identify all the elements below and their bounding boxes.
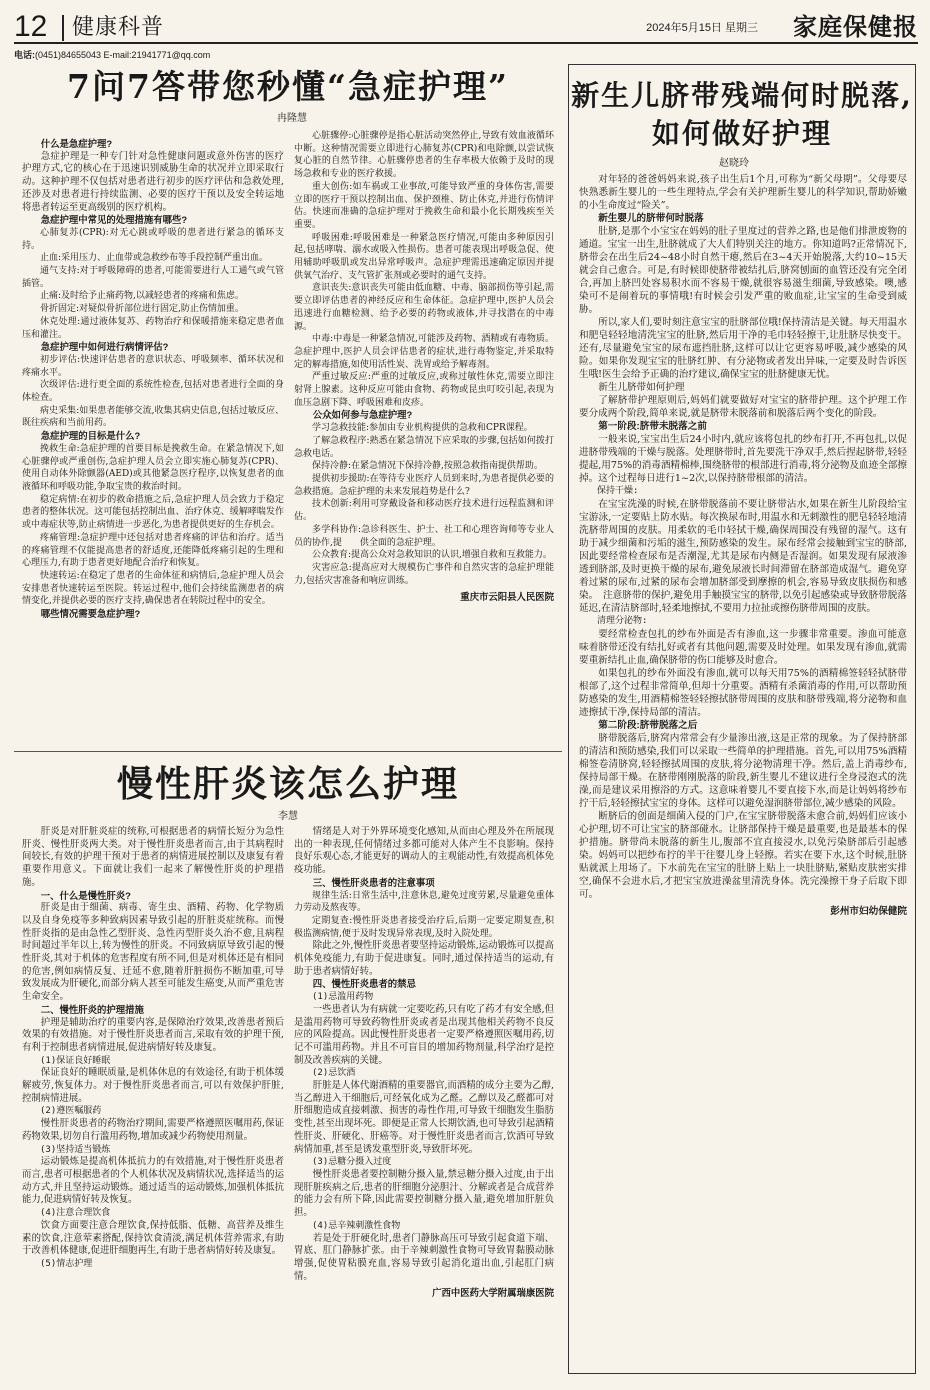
header-divider <box>62 15 64 41</box>
lead-in-paragraph <box>22 1055 284 1068</box>
lead-in-paragraph <box>294 460 554 473</box>
paragraph-text: :如车祸或工业事故,可能导致严重的身体伤害,需要立即的医疗干预以控制出血、保护颈椎、防止休克,并进行伤情评估。快速而准确的急症护理对于挽救生命和最小化长期残疾至关重要。 <box>294 181 554 230</box>
lead-in-label: (3)坚持适当锻炼 <box>40 1144 111 1155</box>
paragraph: 如果包扎的纱布外面没有渗血,就可以每天用75%的酒精棉签轻轻拭脐带根部了,这个过程非常简单,但却十分重要。酒精有杀菌消毒的作用,可以帮助预防感染的发生,用酒精棉签轻轻擦拭脐带周围的皮肤和脐带残端,将分泌物和血迹擦拭干净,保持局部的清洁。 <box>579 668 907 718</box>
lead-in-paragraph <box>22 1258 284 1271</box>
paragraph-text: :日常生活中,注意休息,避免过度劳累,尽量避免重体力劳动及熬夜等。 <box>294 890 554 914</box>
paragraph-text: :进行更全面的系统性检查,包括对患者进行全面的身体检查。 <box>22 380 284 404</box>
lead-in-label: 骨折固定 <box>40 304 77 315</box>
lead-in-paragraph <box>294 549 554 562</box>
paragraph: 脐带脱落后,脐窝内常常会有少量渗出液,这是正常的现象。为了保持脐部的清洁和预防感染,我们可以采取一些简单的护理措施。首先,可以用75%酒精棉签卷清脐窝,轻轻擦拭周围的皮肤,将分泌物清理干净。然后,盖上消毒纱布,保持局部干燥。在脐带刚刚脱落的阶段,新生婴儿不建议进行全身浸泡式的洗澡,而是建议采用擦浴的方式。这意味着婴儿不要直接下水,而是让妈妈将纱布拧干后,轻轻擦拭宝宝的身体。这样可以避免湿润脐带部位,减少感染的风险。 <box>579 733 907 809</box>
article-column <box>22 138 284 748</box>
lead-in-label: 次级评估 <box>40 380 77 391</box>
paragraph-text: (CPR):对无心跳或呼吸的患者进行紧急的循环支持。 <box>22 227 284 251</box>
lead-in-label: 清理分泌物: <box>597 616 648 626</box>
paragraph-text: :在稳定了患者的生命体征和病情后,急症护理人员会安排患者快速转运至医院。转运过程中,他们会持续监测患者的病情变化,并提供必要的医疗支持,确保患者在转院过程中的安全。 <box>22 570 284 607</box>
lead-in-label: (2)忌饮酒 <box>312 1068 356 1079</box>
paragraph: 新生儿脐带如何护理 <box>598 382 685 393</box>
paragraph-text: :在紧急情况下保持冷静,按照急救指南提供帮助。 <box>348 461 543 472</box>
paragraph-text: :心脏骤停是指心脏活动突然停止,导致有效血液循环中断。这种情况需要立即进行心肺复苏(CPR)和电除颤,以尝试恢复心脏的自然节律。心脏骤停患者的生存率极大依赖于及时的现场急救和专业的医疗救援。 <box>294 131 554 180</box>
paragraph-text: :对于呼吸障碍的患者,可能需要进行人工通气或气管插管。 <box>22 266 284 289</box>
subheading: 三、慢性肝炎患者的注意事项 <box>312 876 435 888</box>
paragraph: 对年轻的爸爸妈妈来说,孩子出生后1个月,可称为“新父母期”。父母要尽快熟悉新生婴儿的一些生理特点,学会有关护理新生婴儿的科学知识,帮助娇嫩的小生命度过“险关”。 <box>579 174 907 211</box>
lead-in-label: 快速转运 <box>40 570 77 581</box>
lead-in-paragraph <box>294 915 554 940</box>
article-author: 李慧 <box>278 811 298 822</box>
article-column <box>22 826 284 1372</box>
article-umbilical-care <box>568 64 916 1374</box>
paragraph-text: :参加由专业机构提供的急救和CPR课程。 <box>366 423 533 434</box>
lead-in-label: (1)忌滥用药物 <box>312 992 374 1003</box>
lead-in-paragraph <box>294 498 554 523</box>
lead-in-paragraph <box>294 371 554 409</box>
contact-line <box>14 49 210 61</box>
paragraph-text: :提高应对大规模伤亡事件和自然灾害的急症护理能力,包括灾害准备和响应训练。 <box>294 562 554 586</box>
article-column <box>294 826 554 1372</box>
lead-in-label: 中毒 <box>312 334 331 345</box>
lead-in-paragraph <box>294 435 554 460</box>
lead-in-label: 灾害应急 <box>312 562 349 573</box>
lead-in-paragraph <box>22 354 284 379</box>
lead-in-paragraph <box>294 181 554 232</box>
lead-in-paragraph <box>22 1207 284 1220</box>
paragraph-text: :急症护理的首要目标是挽救生命。在紧急情况下,如心脏骤停或严重创伤,急症护理人员会立即实施心肺复苏(CPR)、使用自动体外除颤器(AED)或其他紧急医疗程序,以恢复患者的血液循环和呼吸功能,争取宝贵的救治时间。 <box>22 443 284 492</box>
paragraph-text: :慢性肝炎患者接受治疗后,后期一定要定期复查,积极监测病情,便于及时发现异常表现,及时入院处理。 <box>294 915 554 939</box>
lead-in-paragraph <box>22 1105 284 1118</box>
lead-in-label: 了解急救程序 <box>312 435 367 446</box>
subheading: 新生婴儿的脐带何时脱落 <box>598 213 704 224</box>
lead-in-label: (2)遵医嘱服药 <box>40 1106 102 1117</box>
subheading: 二、慢性肝炎的护理措施 <box>40 1003 144 1015</box>
article-title: 新生儿脐带残端何时脱落,如何做好护理 <box>571 79 913 150</box>
lead-in-label: 心肺复苏 <box>40 227 79 238</box>
subheading: 第二阶段:脐带脱落之后 <box>598 720 698 731</box>
paragraph-text: :在等待专业医疗人员到来时,为患者提供必要的急救措施。急症护理的未来发展趋势是什么? <box>294 473 554 497</box>
paragraph-text: :意识丧失可能由低血糖、中毒、脑部损伤等引起,需要立即评估患者的神经反应和生命体征。急症护理中,医护人员会迅速进行血糖检测、给予必要的药物或液体,并寻找潜在的中毒源。 <box>294 283 554 332</box>
subheading: 哪些情况需要急症护理? <box>40 608 141 620</box>
paragraph-text: :在初步的救命措施之后,急症护理人员会致力于稳定患者的整体状况。这可能包括控制出血、治疗休克、缓解哮喘发作或中毒症状等,防止病情进一步恶化,为患者提供更好的生存机会。 <box>22 494 284 531</box>
lead-in-paragraph <box>22 494 284 532</box>
lead-in-paragraph <box>294 422 554 435</box>
page-header <box>14 10 918 44</box>
paragraph: 慢性肝炎患者要控制糖分摄入量,禁忌糖分摄入过度,由于出现肝脏疾病之后,患者的肝细胞分泌胆汁、分解或者是合成营养的能力会有所下降,因此需要控制糖分摄入量,避免增加肝脏负担。 <box>294 1168 554 1219</box>
article-column <box>579 173 907 1369</box>
lead-in-paragraph <box>294 232 554 283</box>
lead-in-label: 定期复查 <box>312 915 350 926</box>
lead-in-label: (1)保证良好睡眠 <box>40 1055 111 1066</box>
lead-in-paragraph <box>22 265 284 290</box>
subheading: 急症护理中常见的处理措施有哪些? <box>40 214 188 226</box>
lead-in-paragraph <box>22 316 284 341</box>
lead-in-label: 严重过敏反应 <box>312 372 368 383</box>
lead-in-paragraph <box>294 333 554 371</box>
article-column <box>294 130 554 748</box>
lead-in-label: 止痛 <box>40 291 59 302</box>
lead-in-label: 心脏骤停 <box>312 131 349 141</box>
lead-in-label: (4)注意合理饮食 <box>40 1208 111 1219</box>
lead-in-label: 重大创伤 <box>312 181 350 192</box>
paragraph-text: :对疑似骨折部位进行固定,防止伤情加重。 <box>76 304 244 315</box>
lead-in-label: 公众教育 <box>312 550 349 561</box>
lead-in-paragraph <box>22 1144 284 1157</box>
lead-in-label: (4)忌辛辣刺激性食物 <box>312 1220 401 1231</box>
article-author: 赵晓玲 <box>719 158 749 169</box>
subheading: 急症护理中如何进行病情评估? <box>40 341 169 353</box>
page-number: 12 <box>14 10 48 43</box>
lead-in-label: 挽救生命 <box>40 443 77 454</box>
paragraph: 肝炎是对肝脏炎症的统称,可根据患者的病情长短分为急性肝炎、慢性肝炎两大类。对于慢性肝炎患者而言,由于其病程时间较长,有效的护理干预对于患者的病情进展控制以及康复有着重要作用意义。下面就让我们一起来了解慢性肝炎的护理措施。 <box>22 826 284 888</box>
subheading: 一、什么是慢性肝炎? <box>40 889 131 901</box>
paragraph-text: :熟悉在紧急情况下应采取的步骤,包括如何拨打急救电话。 <box>294 435 554 459</box>
paragraph: 情绪是人对于外界环境变化感知,从而由心理及外在所展现出的一种表现,任何情绪过多都可能对人体产生不良影响。保持良好乐观心态,才能更好的调动人的主观能动性,有效提高机体免疫功能。 <box>294 826 554 876</box>
paragraph: 若是处于肝硬化时,患者门静脉高压可导致引起食道下端、胃底、肛门静脉扩张。由于辛辣刺激性食物可导致胃黏膜动脉增强,促使胃粘膜充血,容易导致引起消化道出血,引起肛门病情。 <box>294 1232 554 1282</box>
lead-in-paragraph <box>22 290 284 303</box>
subheading: 第一阶段:脐带未脱落之前 <box>598 421 707 432</box>
lead-in-paragraph <box>294 562 554 587</box>
paragraph: 肝脏是人体代谢酒精的重要器官,而酒精的成分主要为乙醇,当乙醇进入干细胞后,可经氧化成为乙醛。乙醇以及乙醛都可对肝细胞造成直接刺激、损害的毒性作用,可导致干细胞发生脂肪变性,甚至出现坏死。即便是正常人长期饮酒,也可导致引起酒精性肝炎、肝硬化、肝癌等。对于慢性肝炎患者而言,饮酒可导致病情加重,甚至是诱发重型肝炎,导致肝坏死。 <box>294 1080 554 1155</box>
paragraph-text: :如果患者能够交流,收集其病史信息,包括过敏反应、既往疾病和当前用药。 <box>22 405 284 429</box>
lead-in-paragraph <box>294 890 554 915</box>
lead-in-paragraph <box>22 405 284 430</box>
lead-in-paragraph <box>294 1067 554 1080</box>
subheading: 急症护理的目标是什么? <box>40 430 141 442</box>
paragraph: 除此之外,慢性肝炎患者要坚持运动锻炼,运动锻炼可以提高机体免疫能力,有助于促进康复。同时,通过保持适当的运动,有助于患者病情好转。 <box>294 940 554 977</box>
section-title: 健康科普 <box>72 15 165 40</box>
institution-credit: 广西中医药大学附属瑞康医院 <box>432 1287 554 1299</box>
paragraph: 在宝宝洗澡的时候,在脐带脱落前不要让脐带沾水,如果在新生儿阶段给宝宝游泳,一定要贴上防水贴。每次换尿布时,用温水和无刺激性的肥皂轻轻地清洗脐带周围的皮肤。用柔软的毛巾轻拭干燥,确保周围没有残留的湿气。这有助于减少细菌和污垢的滋生,预防感染的发生。尿布经常会接触到宝宝的脐部,因此要经常检查尿布是否潮湿,尤其是尿布内侧是否湿润。如果发现有尿液渗透到脐部,及时更换干燥的尿布,避免尿液长时间滞留在脐部造成湿气。避免穿着过紧的尿布,过紧的尿布会增加脐部受到摩擦的机会,容易导致皮肤损伤和感染。 注意脐带的保护,避免用手触摸宝宝的脐带,以免引起感染或导致脐带脱落延迟,在清洁脐部时,轻柔地擦拭,不要用力拉扯或擦伤脐带周围的皮肤。 <box>579 499 907 614</box>
subheading: 公众如何参与急症护理? <box>312 409 413 421</box>
lead-in-label: 疼痛管理 <box>40 532 78 543</box>
lead-in-paragraph <box>294 1156 554 1169</box>
lead-in-label: 呼吸困难 <box>312 232 350 243</box>
lead-in-paragraph <box>294 524 554 549</box>
paragraph: 肝炎是由于细菌、病毒、寄生虫、酒精、药物、化学物质以及自身免疫等多种致病因素导致引起的肝脏炎症统称。而慢性肝炎指的是由急性乙型肝炎、急性丙型肝炎久治不愈,且病程时间超过半年以上,转为慢性的肝炎。不同致病原导致引起的慢性肝炎,其对于机体的危害程度有所不同,但是对机体还是有相同的危害,例如病情反复、迁延不愈,随着肝脏损伤不断加重,可导致发展成为肝硬化,而部分病人甚至可能发生癌变,从而严重危害生命安全。 <box>22 902 284 1003</box>
paragraph: 断脐后的创面是细菌入侵的门户,在宝宝脐带脱落未愈合前,妈妈们应该小心护理,切不可让宝宝的脐部碰水。让脐部保持干燥是最重要,也是最基本的保护措施。脐带尚未脱落的新生儿,腹部不宜直接浸水,以免污染脐部后引起感染。妈妈可以把纱布拧的半干往婴儿身上轻擦。若实在要下水,这个时候,肚脐贴就派上用场了。下水前先在宝宝的肚脐上贴上一块肚脐贴,紧贴皮肤密实排空,确保不会进水后,才把宝宝放进澡盆里清洗身体。洗完澡擦干身子后取下即可。 <box>579 811 907 900</box>
lead-in-paragraph <box>294 282 554 333</box>
lead-in-label: 通气支持 <box>40 266 77 277</box>
lead-in-label: 提供初步援助 <box>312 473 367 484</box>
lead-in-paragraph <box>294 991 554 1004</box>
paragraph-text: :快速评估患者的意识状态、呼吸频率、循环状况和疼痛水平。 <box>22 354 284 378</box>
paragraph: 保证良好的睡眠质量,是机体休息的有效途径,有助于机体缓解疲劳,恢复体力。对于慢性肝炎患者而言,可以有效保护肝脏,控制病情进展。 <box>22 1067 284 1104</box>
lead-in-paragraph <box>22 379 284 404</box>
lead-in-label: 保持冷静 <box>312 461 349 472</box>
lead-in-label: 意识丧失 <box>312 283 349 294</box>
paragraph: 慢性肝炎患者的药物治疗期间,需要严格遵照医嘱用药,保证药物效果,切勿自行滥用药物,增加或减少药物使用剂量。 <box>22 1118 284 1142</box>
subheading: 四、慢性肝炎患者的禁忌 <box>312 978 416 990</box>
lead-in-paragraph <box>579 615 907 628</box>
lead-in-label: 学习急救技能 <box>312 423 367 434</box>
lead-in-label: (5)情志护理 <box>40 1258 93 1269</box>
lead-in-paragraph <box>579 485 907 498</box>
institution-credit: 重庆市云阳县人民医院 <box>460 591 554 603</box>
lead-in-paragraph <box>22 252 284 265</box>
contact-text: (0451)84655043 E-mail:21941771@qq.com <box>35 50 211 60</box>
lead-in-paragraph <box>22 303 284 316</box>
paragraph-text: :呼吸困难是一种紧急医疗情况,可能由多种原因引起,包括哮喘、溺水或吸入性损伤。患者可能表现出呼吸急促、使用辅助呼吸肌或发出异常呼吸声。急症护理需迅速确定原因并提供氧气治疗、支气管扩张剂或必要时的通气支持。 <box>294 232 554 281</box>
lead-in-paragraph <box>294 1220 554 1233</box>
paragraph: 一般来说,宝宝出生后24小时内,就应该将包扎的纱布打开,不再包扎,以促进脐带残端的干燥与脱落。处理脐带时,首先要洗干净双手,然后捏起脐带,轻轻提起,用75%的消毒酒精棉棒,围绕脐带的根部进行消毒,将分泌物及血迹全部擦掉。这个过程每日进行1~2次,以保持脐带根部的清洁。 <box>579 434 907 484</box>
lead-in-paragraph <box>294 473 554 498</box>
subheading: 什么是急症护理? <box>40 138 113 149</box>
institution-credit: 彭州市妇幼保健院 <box>830 906 907 917</box>
lead-in-paragraph <box>22 443 284 494</box>
paragraph-text: :采用压力、止血带或急救纱布等手段控制严重出血。 <box>58 253 269 264</box>
lead-in-label: 止血 <box>40 253 59 264</box>
paragraph-text: :通过液体复苏、药物治疗和保暖措施来稳定患者血压和灌注。 <box>22 316 284 340</box>
paragraph-text: :中毒是一种紧急情况,可能涉及药物、酒精或有毒物质。急症护理中,医护人员会评估患者的症状,进行毒物鉴定,并采取特定的解毒措施,如使用活性炭、洗胃或给予解毒剂。 <box>294 334 554 370</box>
article-title: 慢性肝炎该怎么护理 <box>116 763 459 805</box>
lead-in-label: 技术创新 <box>312 499 349 510</box>
issue-date: 2024年5月15日 星期三 <box>646 22 758 34</box>
lead-in-paragraph <box>294 130 554 181</box>
paragraph-text: :急症护理中还包括对患者疼痛的评估和治疗。适当的疼痛管理不仅能提高患者的舒适度,还能降低疼痛引起的生理和心理压力,有助于患者更好地配合治疗和恢复。 <box>22 532 284 569</box>
paragraph-text: :提高公众对急救知识的认识,增强自救和互救能力。 <box>348 550 552 561</box>
contact-label: 电话: <box>14 50 35 60</box>
article-chronic-hepatitis <box>14 754 562 1374</box>
paragraph: 要经常检查包扎的纱布外面是否有渗血,这一步骤非常重要。渗血可能意味着脐带还没有结扎好或者有其他问题,需要及时处理。如果发现有渗血,就需要重新结扎止血,确保脐带的伤口能够及时愈合。 <box>579 629 907 666</box>
paragraph: 运动锻炼是提高机体抵抗力的有效措施,对于慢性肝炎患者而言,患者可根据患者的个人机体状况及病情状况,选择适当的运动方式,并且坚持运动锻炼。通过适当的运动锻炼,加强机体抵抗能力,促进病情好转及恢复。 <box>22 1156 284 1206</box>
paragraph: 急症护理是一种专门针对急性健康问题或意外伤害的医疗护理方式,它的核心在于迅速识别威胁生命的状况并立即采取行动。这种护理不仅包括对患者进行初步的医疗评估和急救处理,还涉及对患者进行持续监测、必要的医疗干预以及安全转运地将患者转运至更高级别的医疗机构。 <box>22 150 284 213</box>
paragraph: 一些患者认为有病就一定要吃药,只有吃了药才有安全感,但是滥用药物可导致药物性肝炎或者是出现其他相关药物不良反应的风险提高。因此慢性肝炎患者一定要严格遵照医嘱用药,切记不可滥用药物。并且不可盲目的增加药物剂量,科学治疗是控制及改善疾病的关键。 <box>294 1003 554 1066</box>
paragraph-text: :严重的过敏反应,或称过敏性休克,需要立即注射肾上腺素。这种反应可能由食物、药物或昆虫叮咬引起,表现为血压急剧下降、呼吸困难和皮疹。 <box>294 372 554 408</box>
paragraph-text: :急诊科医生、护士、社工和心理咨询师等专业人员的协作,提 供全面的急症护理。 <box>294 524 554 548</box>
lead-in-label: 稳定病情 <box>40 494 77 505</box>
paragraph: 了解脐带护理原则后,妈妈们就要做好对宝宝的脐带护理。这个护理工作要分成两个阶段,简单来说,就是脐带未脱落前和脱落后两个变化的阶段。 <box>579 395 907 419</box>
lead-in-label: (3)忌糖分摄入过度 <box>312 1157 392 1168</box>
lead-in-paragraph <box>22 227 284 252</box>
paragraph: 所以,家人们,要时刻注意宝宝的肚脐部位哦!保持清洁是关键。每天用温水和肥皂轻轻地清洗宝宝的肚脐,然后用干净的毛巾轻轻擦干,让肚脐尽快变干。还有,尽量避免宝宝的尿布遮挡肚脐,这样可以让它更容易呼吸,减少感染的风险。如果你发现宝宝的肚脐红肿、有分泌物或者发出异味,一定要及时告诉医生哦!医生会给予正确的治疗建议,确保宝宝的肚脐健康无忧。 <box>579 317 907 380</box>
article-title: 7问7答带您秒懂“急症护理” <box>67 67 509 106</box>
lead-in-label: 初步评估 <box>40 354 78 365</box>
lead-in-label: 保持干燥: <box>597 486 639 496</box>
paragraph-text: :利用可穿戴设备和移动医疗技术进行远程监测和评估。 <box>294 499 554 523</box>
lead-in-label: 规律生活 <box>312 890 349 901</box>
paragraph-text: :及时给予止痛药物,以减轻患者的疼痛和焦虑。 <box>58 291 244 302</box>
paragraph: 饮食方面要注意合理饮食,保持低脂、低糖、高营养及维生素的饮食,注意荤素搭配,保持饮食清淡,满足机体营养需求,有助于改善机体健康,促进肝细胞再生,有助于患者病情好转及康复。 <box>22 1219 284 1257</box>
paragraph: 护理是辅助治疗的重要内容,是保障治疗效果,改善患者预后效果的有效措施。对于慢性肝炎患者而言,采取有效的护理干预,有利于控制患者病情进展,促进病情好转及康复。 <box>22 1016 284 1053</box>
lead-in-paragraph <box>22 532 284 570</box>
lead-in-label: 休克处理 <box>40 316 78 327</box>
paragraph: 肚脐,是那个小宝宝在妈妈的肚子里度过的营养之路,也是他们排泄废物的通道。宝宝一出生,肚脐就成了大人们特别关注的地方。你知道吗?正常情况下,脐带会在出生后24~48小时自然干瘪,然后在3~4天开始脱落,大约10~15天就会自己愈合。可是,有时候即使脐带被结扎后,脐窝刨面的血管还没有完全闭合,再加上脐凹处容易积水而不容易干燥,就很容易滋生细菌,导致感染。噢,感染可不是闹着玩的事情哦!有时候会引发严重的败血症,让宝宝的生命受到威胁。 <box>579 226 907 315</box>
lead-in-label: 病史采集 <box>40 405 77 416</box>
lead-in-label: 多学科协作 <box>312 524 358 535</box>
article-emergency-care <box>14 64 562 752</box>
newspaper-name: 家庭保健报 <box>793 12 918 41</box>
article-author: 冉隆慧 <box>277 113 307 124</box>
lead-in-paragraph <box>22 570 284 608</box>
